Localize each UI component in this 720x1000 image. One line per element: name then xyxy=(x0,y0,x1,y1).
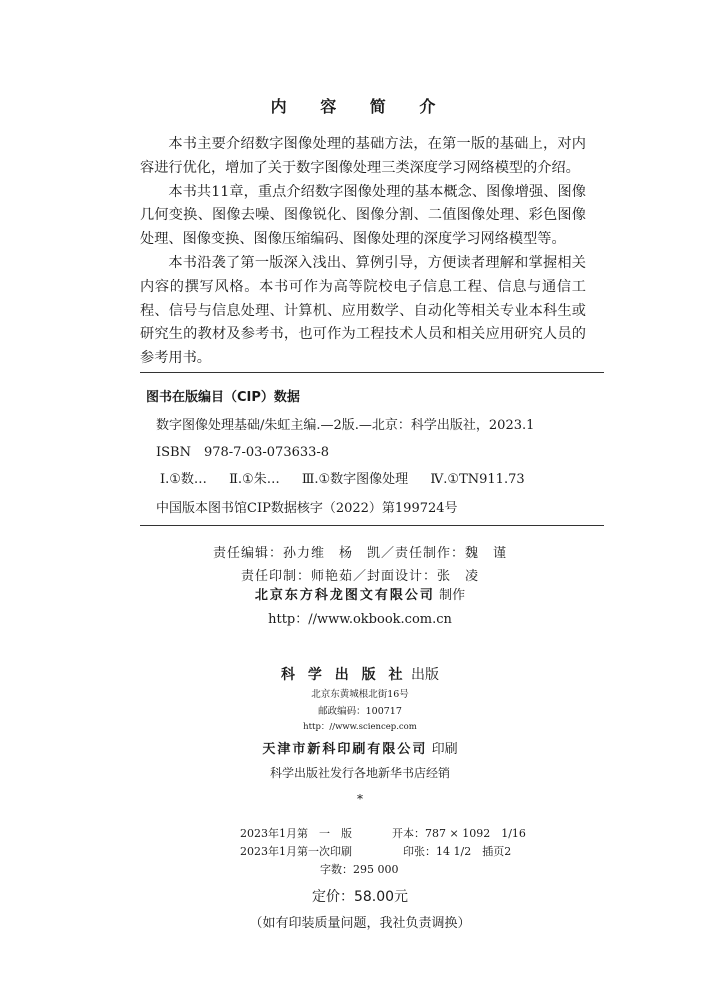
divider-top xyxy=(140,372,604,373)
cip-catalog-line: 数字图像处理基础/朱虹主编.—2版.—北京：科学出版社，2023.1 xyxy=(156,418,535,433)
spec-edition: 2023年1月第 一 版 xyxy=(240,827,352,840)
credits-editors: 责任编辑：孙力维 杨 凯／责任制作：魏 谨 xyxy=(212,546,507,561)
intro-paragraph: 本书共11章，重点介绍数字图像处理的基本概念、图像增强、图像几何变换、图像去噪、图像锐化、图像分割、二值图像处理、彩色图像处理、图像变换、图像压缩编码、图像处理的深度学习网络模型等。 xyxy=(140,183,586,248)
quality-notice: （如有印装质量问题，我社负责调换） xyxy=(249,916,471,931)
credits-publisher xyxy=(0,664,720,684)
credits-printer xyxy=(0,738,720,757)
spec-impression: 2023年1月第一次印刷 xyxy=(240,845,352,858)
publisher-action: 出版 xyxy=(410,667,439,683)
cip-class-item: Ⅰ.①数… xyxy=(160,472,207,487)
spec-sheets: 印张：14 1/2 插页2 xyxy=(403,845,512,858)
cip-isbn: ISBN 978-7-03-073633-8 xyxy=(156,445,330,460)
cip-class-item: Ⅳ.①TN911.73 xyxy=(430,472,525,487)
intro-paragraph: 本书沿袭了第一版深入浅出、算例引导，方便读者理解和掌握相关内容的撰写风格。本书可作为高等院校电子信息工程、信息与通信工程、信号与信息处理、计算机、应用数学、自动化等相关专业本科生或研究生的教材及参考书，也可作为工程技术人员和相关应用研究人员的参考用书。 xyxy=(140,254,586,367)
cip-classification xyxy=(160,468,543,487)
publisher-url: http：//www.sciencep.com xyxy=(303,722,417,732)
credits-printing: 责任印制：师艳茹／封面设计：张 凌 xyxy=(240,569,479,584)
cip-heading: 图书在版编目（CIP）数据 xyxy=(146,390,300,405)
divider-bottom xyxy=(140,525,604,526)
cip-class-item: Ⅲ.①数字图像处理 xyxy=(301,472,409,487)
distributor: 科学出版社发行各地新华书店经销 xyxy=(269,766,450,780)
cip-record-number: 中国版本图书馆CIP数据核字（2022）第199724号 xyxy=(156,501,458,516)
price: 定价：58.00元 xyxy=(311,889,409,905)
intro-paragraph: 本书主要介绍数字图像处理的基础方法，在第一版的基础上，对内容进行优化，增加了关于数字图像处理三类深度学习网络模型的介绍。 xyxy=(140,136,586,176)
page-title: 内 容 简 介 xyxy=(270,97,450,116)
producer-action: 制作 xyxy=(439,588,466,603)
spec-words: 字数：295 000 xyxy=(320,863,399,876)
intro-section xyxy=(140,133,586,371)
producer-name: 北京东方科龙图文有限公司 xyxy=(254,588,435,603)
cip-class-item: Ⅱ.①朱… xyxy=(229,472,280,487)
printer-name: 天津市新科印刷有限公司 xyxy=(262,742,428,757)
publisher-address: 北京东黄城根北街16号 xyxy=(311,689,409,700)
producer-url: http：//www.okbook.com.cn xyxy=(268,612,452,627)
credits-producer xyxy=(0,584,720,603)
printer-action: 印刷 xyxy=(431,742,458,757)
publisher-name: 科 学 出 版 社 xyxy=(281,667,407,683)
separator-asterisk: * xyxy=(357,792,363,806)
publisher-postcode: 邮政编码：100717 xyxy=(318,706,402,717)
spec-format: 开本：787 × 1092 1/16 xyxy=(392,827,526,840)
